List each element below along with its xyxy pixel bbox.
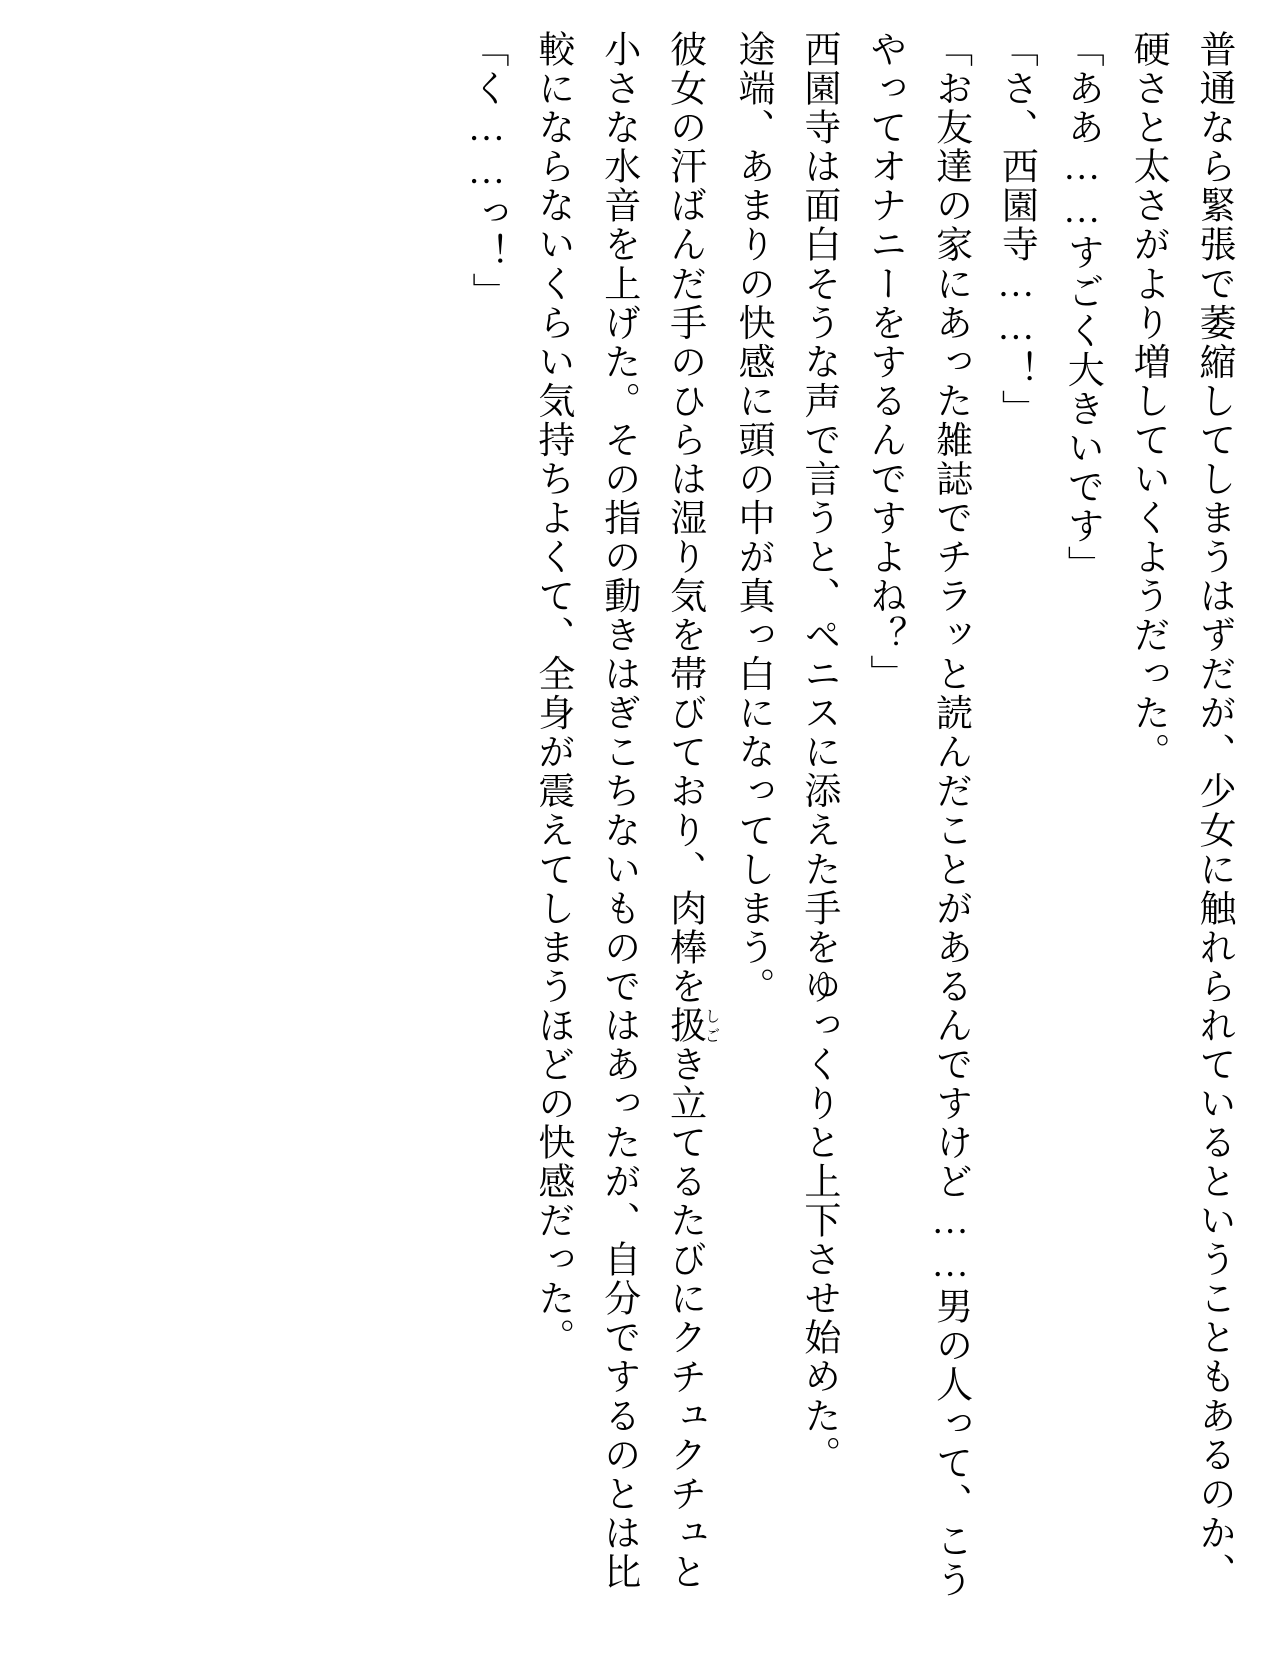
paragraph-1: 普通なら緊張で萎縮してしまうはずだが、少女に触れられているということもあるのか、硬さと太さがより増していくようだった。: [1127, 30, 1234, 1592]
ruby-base: 扱: [663, 1005, 705, 1045]
paragraph-4: 「お友達の家にあった雑誌でチラッと読んだことがあるんですけど……男の人って、こうやってオナニーをするんですよね？」: [863, 30, 971, 1600]
paragraph-7-part-a: 彼女の汗ばんだ手のひらは湿り気を帯びており、肉棒を: [663, 30, 705, 1006]
paragraph-8: 「く……っ！」: [466, 30, 508, 312]
ruby-reading: しご: [702, 1005, 720, 1045]
paragraph-7-part-b: き立てるたびにクチュクチュと小さな水音を上げた。その指の動きはぎこちないものではあったが、自分でするのとは比較にならないくらい気持ちよくて、全身が震えてしまうほどの快感だった。: [531, 30, 705, 1592]
paragraph-3: 「さ、西園寺……！」: [995, 30, 1037, 429]
paragraph-7: [519, 30, 719, 1626]
paragraph-6: 途端、あまりの快感に頭の中が真っ白になってしまう。: [731, 30, 773, 1006]
paragraph-5: 西園寺は面白そうな声で言うと、ペニスに添えた手をゆっくりと上下させ始めた。: [797, 30, 839, 1475]
vertical-text-body: [34, 30, 1246, 1626]
ruby-shigo: [663, 1005, 720, 1045]
paragraph-2: 「ああ……すごく大きいです」: [1061, 30, 1103, 585]
